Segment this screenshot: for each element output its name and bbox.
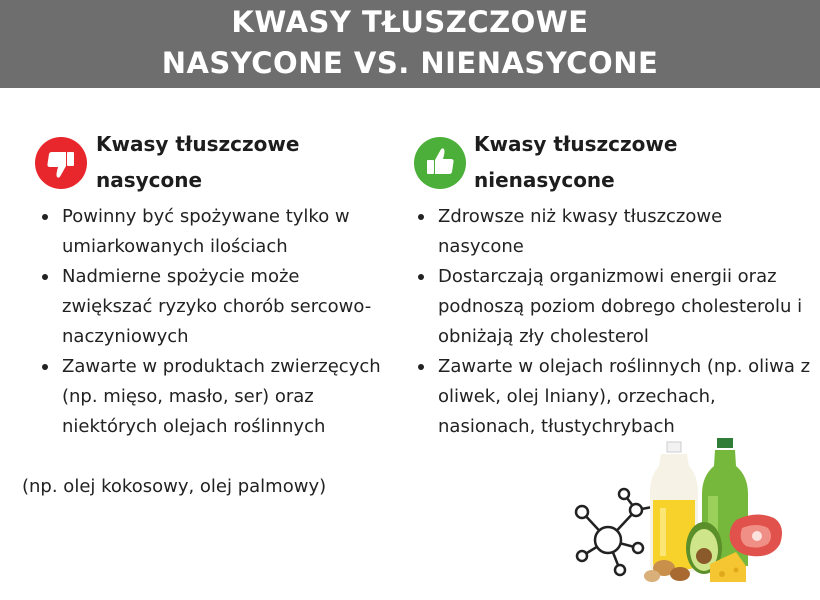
left-title-line2: nasycone bbox=[96, 168, 203, 192]
left-list bbox=[36, 202, 392, 442]
header-banner bbox=[0, 0, 820, 88]
right-title-line2: nienasycone bbox=[474, 168, 615, 192]
header-title-line1: KWASY TŁUSZCZOWE bbox=[231, 5, 589, 39]
thumbs-down-icon bbox=[35, 137, 87, 189]
meat-steak-icon bbox=[730, 514, 782, 556]
food-illustration bbox=[560, 436, 800, 586]
left-extra-note: (np. olej kokosowy, olej palmowy) bbox=[22, 476, 327, 497]
list-item: Dostarczają organizmowi energii oraz podnoszą poziom dobrego cholesterolu i obniżają zły cholesterol bbox=[412, 262, 812, 352]
list-item: Zdrowsze niż kwasy tłuszczowe nasycone bbox=[412, 202, 812, 262]
thumbs-up-icon bbox=[414, 137, 466, 189]
list-item: Zawarte w produktach zwierzęcych (np. mięso, masło, ser) oraz niektórych olejach roślinnych bbox=[36, 352, 392, 442]
right-list bbox=[412, 202, 812, 442]
left-title-line1: Kwasy tłuszczowe bbox=[96, 132, 300, 156]
list-item: Powinny być spożywane tylko w umiarkowanych ilościach bbox=[36, 202, 392, 262]
molecule-icon bbox=[576, 489, 663, 575]
list-item: Zawarte w olejach roślinnych (np. oliwa z oliwek, olej lniany), orzechach, nasionach, tłustychrybach bbox=[412, 352, 812, 442]
right-title-line1: Kwasy tłuszczowe bbox=[474, 132, 678, 156]
header-title-line2: NASYCONE VS. NIENASYCONE bbox=[161, 46, 659, 80]
list-item: Nadmierne spożycie może zwiększać ryzyko chorób sercowo-naczyniowych bbox=[36, 262, 392, 352]
